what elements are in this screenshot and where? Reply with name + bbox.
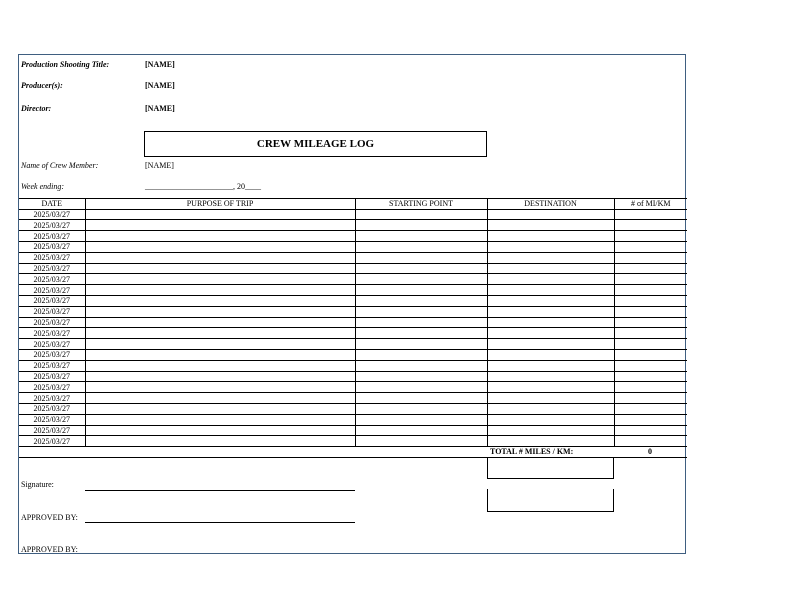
starting-point-cell[interactable] bbox=[355, 295, 487, 306]
purpose-cell[interactable] bbox=[85, 252, 355, 263]
destination-cell[interactable] bbox=[487, 371, 614, 382]
starting-point-cell[interactable] bbox=[355, 263, 487, 274]
week-ending-value[interactable]: ______________________, 20____ bbox=[145, 182, 261, 191]
distance-cell[interactable] bbox=[614, 328, 687, 339]
table-row bbox=[19, 403, 687, 414]
table-row bbox=[19, 295, 687, 306]
date-cell: 2025/03/27 bbox=[19, 328, 85, 339]
starting-point-cell[interactable] bbox=[355, 414, 487, 425]
table-row bbox=[19, 382, 687, 393]
purpose-cell[interactable] bbox=[85, 425, 355, 436]
crew-name-value[interactable]: [NAME] bbox=[145, 161, 174, 170]
date-cell: 2025/03/27 bbox=[19, 295, 85, 306]
starting-point-cell[interactable] bbox=[355, 328, 487, 339]
approved-by-line-1[interactable] bbox=[85, 522, 355, 523]
date-cell: 2025/03/27 bbox=[19, 274, 85, 285]
purpose-cell[interactable] bbox=[85, 393, 355, 404]
destination-cell[interactable] bbox=[487, 285, 614, 296]
date-cell: 2025/03/27 bbox=[19, 285, 85, 296]
table-row bbox=[19, 328, 687, 339]
distance-cell[interactable] bbox=[614, 241, 687, 252]
col-starting-point-header: STARTING POINT bbox=[355, 199, 487, 210]
starting-point-cell[interactable] bbox=[355, 231, 487, 242]
destination-cell[interactable] bbox=[487, 220, 614, 231]
starting-point-cell[interactable] bbox=[355, 436, 487, 447]
date-cell: 2025/03/27 bbox=[19, 209, 85, 220]
starting-point-cell[interactable] bbox=[355, 403, 487, 414]
table-row bbox=[19, 285, 687, 296]
form-title: CREW MILEAGE LOG bbox=[144, 131, 487, 157]
destination-cell[interactable] bbox=[487, 414, 614, 425]
distance-cell[interactable] bbox=[614, 371, 687, 382]
distance-cell[interactable] bbox=[614, 414, 687, 425]
destination-cell[interactable] bbox=[487, 295, 614, 306]
starting-point-cell[interactable] bbox=[355, 425, 487, 436]
date-cell: 2025/03/27 bbox=[19, 241, 85, 252]
starting-point-cell[interactable] bbox=[355, 252, 487, 263]
destination-cell[interactable] bbox=[487, 360, 614, 371]
purpose-cell[interactable] bbox=[85, 349, 355, 360]
distance-cell[interactable] bbox=[614, 231, 687, 242]
purpose-cell[interactable] bbox=[85, 328, 355, 339]
destination-cell[interactable] bbox=[487, 393, 614, 404]
starting-point-cell[interactable] bbox=[355, 317, 487, 328]
destination-cell[interactable] bbox=[487, 306, 614, 317]
starting-point-cell[interactable] bbox=[355, 306, 487, 317]
distance-cell[interactable] bbox=[614, 220, 687, 231]
purpose-cell[interactable] bbox=[85, 317, 355, 328]
starting-point-cell[interactable] bbox=[355, 209, 487, 220]
starting-point-cell[interactable] bbox=[355, 241, 487, 252]
table-row bbox=[19, 306, 687, 317]
destination-cell[interactable] bbox=[487, 241, 614, 252]
date-cell: 2025/03/27 bbox=[19, 403, 85, 414]
col-destination-header: DESTINATION bbox=[487, 199, 614, 210]
date-cell: 2025/03/27 bbox=[19, 252, 85, 263]
production-title-label: Production Shooting Title: bbox=[21, 60, 110, 69]
approved-by-label-2: APPROVED BY: bbox=[21, 545, 78, 554]
destination-cell[interactable] bbox=[487, 263, 614, 274]
producer-label: Producer(s): bbox=[21, 81, 63, 90]
date-cell: 2025/03/27 bbox=[19, 263, 85, 274]
table-header-row bbox=[19, 199, 687, 210]
signature-line[interactable] bbox=[85, 490, 355, 491]
destination-cell[interactable] bbox=[487, 209, 614, 220]
distance-cell[interactable] bbox=[614, 274, 687, 285]
total-box-1[interactable] bbox=[487, 457, 614, 479]
date-cell: 2025/03/27 bbox=[19, 231, 85, 242]
distance-cell[interactable] bbox=[614, 317, 687, 328]
date-cell: 2025/03/27 bbox=[19, 414, 85, 425]
date-cell: 2025/03/27 bbox=[19, 339, 85, 350]
date-cell: 2025/03/27 bbox=[19, 317, 85, 328]
purpose-cell[interactable] bbox=[85, 274, 355, 285]
purpose-cell[interactable] bbox=[85, 209, 355, 220]
production-title-value[interactable]: [NAME] bbox=[145, 60, 175, 69]
distance-cell[interactable] bbox=[614, 252, 687, 263]
table-row bbox=[19, 425, 687, 436]
date-cell: 2025/03/27 bbox=[19, 425, 85, 436]
distance-cell[interactable] bbox=[614, 263, 687, 274]
table-row bbox=[19, 220, 687, 231]
destination-cell[interactable] bbox=[487, 231, 614, 242]
distance-cell[interactable] bbox=[614, 403, 687, 414]
date-cell: 2025/03/27 bbox=[19, 393, 85, 404]
total-value: 0 bbox=[648, 447, 652, 456]
date-cell: 2025/03/27 bbox=[19, 436, 85, 447]
table-row bbox=[19, 231, 687, 242]
distance-cell[interactable] bbox=[614, 436, 687, 447]
distance-cell[interactable] bbox=[614, 306, 687, 317]
destination-cell[interactable] bbox=[487, 425, 614, 436]
producer-value[interactable]: [NAME] bbox=[145, 81, 175, 90]
purpose-cell[interactable] bbox=[85, 403, 355, 414]
table-row bbox=[19, 349, 687, 360]
total-box-2[interactable] bbox=[487, 489, 614, 512]
distance-cell[interactable] bbox=[614, 339, 687, 350]
distance-cell[interactable] bbox=[614, 349, 687, 360]
date-cell: 2025/03/27 bbox=[19, 360, 85, 371]
purpose-cell[interactable] bbox=[85, 231, 355, 242]
mileage-table bbox=[19, 198, 687, 447]
purpose-cell[interactable] bbox=[85, 285, 355, 296]
destination-cell[interactable] bbox=[487, 436, 614, 447]
starting-point-cell[interactable] bbox=[355, 220, 487, 231]
distance-cell[interactable] bbox=[614, 285, 687, 296]
starting-point-cell[interactable] bbox=[355, 339, 487, 350]
week-ending-label: Week ending: bbox=[21, 182, 65, 191]
col-distance-header: # of MI/KM bbox=[614, 199, 687, 210]
purpose-cell[interactable] bbox=[85, 360, 355, 371]
table-row bbox=[19, 274, 687, 285]
starting-point-cell[interactable] bbox=[355, 360, 487, 371]
destination-cell[interactable] bbox=[487, 317, 614, 328]
purpose-cell[interactable] bbox=[85, 220, 355, 231]
approved-by-label-1: APPROVED BY: bbox=[21, 513, 78, 522]
signature-label: Signature: bbox=[21, 480, 54, 489]
date-cell: 2025/03/27 bbox=[19, 382, 85, 393]
destination-cell[interactable] bbox=[487, 382, 614, 393]
director-value[interactable]: [NAME] bbox=[145, 104, 175, 113]
purpose-cell[interactable] bbox=[85, 414, 355, 425]
starting-point-cell[interactable] bbox=[355, 349, 487, 360]
purpose-cell[interactable] bbox=[85, 371, 355, 382]
distance-cell[interactable] bbox=[614, 295, 687, 306]
destination-cell[interactable] bbox=[487, 349, 614, 360]
total-label: TOTAL # MILES / KM: bbox=[490, 447, 574, 456]
purpose-cell[interactable] bbox=[85, 241, 355, 252]
table-row bbox=[19, 360, 687, 371]
table-row bbox=[19, 414, 687, 425]
starting-point-cell[interactable] bbox=[355, 382, 487, 393]
destination-cell[interactable] bbox=[487, 403, 614, 414]
destination-cell[interactable] bbox=[487, 252, 614, 263]
distance-cell[interactable] bbox=[614, 382, 687, 393]
distance-cell[interactable] bbox=[614, 360, 687, 371]
starting-point-cell[interactable] bbox=[355, 371, 487, 382]
purpose-cell[interactable] bbox=[85, 436, 355, 447]
table-row bbox=[19, 317, 687, 328]
starting-point-cell[interactable] bbox=[355, 393, 487, 404]
date-cell: 2025/03/27 bbox=[19, 371, 85, 382]
table-row bbox=[19, 393, 687, 404]
director-label: Director: bbox=[21, 104, 52, 113]
table-row bbox=[19, 436, 687, 447]
table-row bbox=[19, 339, 687, 350]
purpose-cell[interactable] bbox=[85, 382, 355, 393]
table-row bbox=[19, 209, 687, 220]
destination-cell[interactable] bbox=[487, 274, 614, 285]
purpose-cell[interactable] bbox=[85, 295, 355, 306]
date-cell: 2025/03/27 bbox=[19, 220, 85, 231]
starting-point-cell[interactable] bbox=[355, 274, 487, 285]
destination-cell[interactable] bbox=[487, 328, 614, 339]
starting-point-cell[interactable] bbox=[355, 285, 487, 296]
date-cell: 2025/03/27 bbox=[19, 306, 85, 317]
col-purpose-header: PURPOSE OF TRIP bbox=[85, 199, 355, 210]
purpose-cell[interactable] bbox=[85, 306, 355, 317]
table-row bbox=[19, 241, 687, 252]
mileage-log-sheet bbox=[18, 54, 686, 554]
purpose-cell[interactable] bbox=[85, 263, 355, 274]
purpose-cell[interactable] bbox=[85, 339, 355, 350]
destination-cell[interactable] bbox=[487, 339, 614, 350]
table-row bbox=[19, 371, 687, 382]
table-row bbox=[19, 263, 687, 274]
crew-name-label: Name of Crew Member: bbox=[21, 161, 99, 170]
distance-cell[interactable] bbox=[614, 393, 687, 404]
table-row bbox=[19, 252, 687, 263]
distance-cell[interactable] bbox=[614, 425, 687, 436]
distance-cell[interactable] bbox=[614, 209, 687, 220]
date-cell: 2025/03/27 bbox=[19, 349, 85, 360]
col-date-header: DATE bbox=[19, 199, 85, 210]
